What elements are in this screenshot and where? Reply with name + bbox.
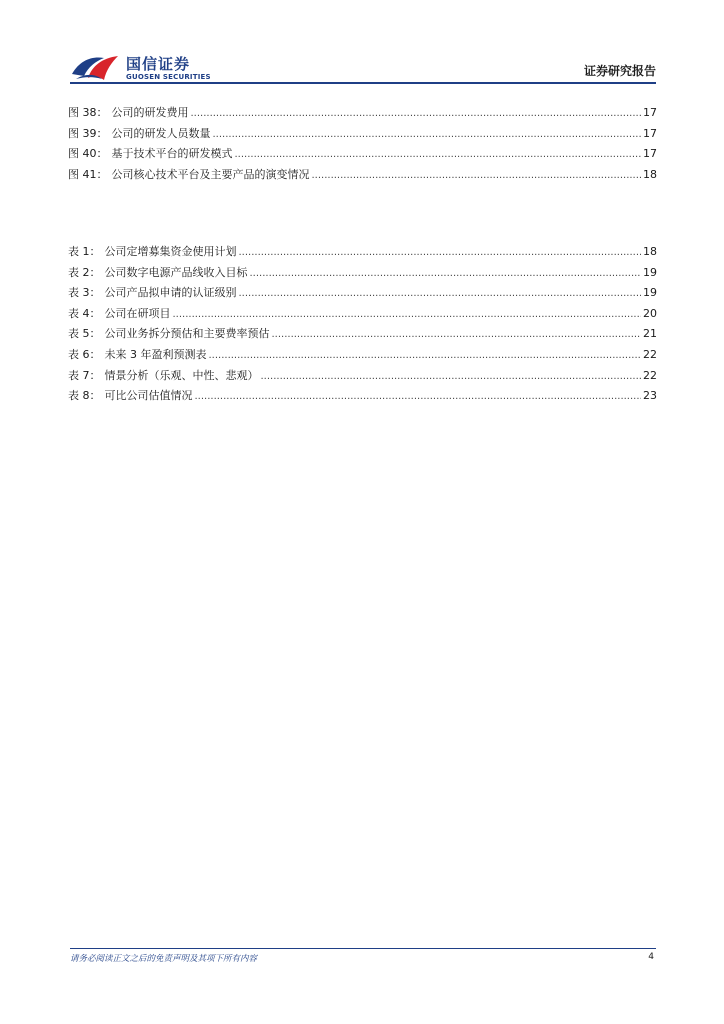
dot-leader <box>173 305 642 326</box>
toc-entry-label: 图 39： 公司的研发人员数量 <box>68 126 211 140</box>
toc-entry-label: 表 1： 公司定增募集资金使用计划 <box>68 245 237 258</box>
toc-entry-table-8[interactable] <box>68 386 657 407</box>
dot-leader <box>191 104 642 125</box>
toc-entry-label: 表 4： 公司在研项目 <box>68 306 171 320</box>
toc-page-number: 17 <box>643 147 657 161</box>
dot-leader <box>209 346 642 367</box>
dot-leader <box>239 243 642 264</box>
toc-entry-label: 图 41： 公司核心技术平台及主要产品的演变情况 <box>68 167 310 181</box>
toc-entry-table-2[interactable] <box>68 263 657 284</box>
toc-entry-table-7[interactable] <box>68 366 657 387</box>
toc-entry-label: 表 5： 公司业务拆分预估和主要费率预估 <box>68 327 270 341</box>
figure-index <box>68 103 657 185</box>
dot-leader <box>239 284 642 305</box>
page-number: 4 <box>648 952 654 962</box>
header-divider <box>70 82 656 84</box>
toc-entry-table-5[interactable] <box>68 324 657 345</box>
toc-page-number: 18 <box>643 245 657 258</box>
toc-entry-table-3[interactable] <box>68 283 657 304</box>
toc-entry-label: 表 2： 公司数字电源产品线收入目标 <box>68 265 248 279</box>
toc-page-number: 17 <box>643 126 657 140</box>
dot-leader <box>261 367 642 388</box>
toc-page-number: 22 <box>643 347 657 361</box>
footer-divider <box>70 948 656 949</box>
dot-leader <box>250 264 642 285</box>
toc-entry-figure-39[interactable] <box>68 124 657 145</box>
toc-page-number: 19 <box>643 265 657 279</box>
dot-leader <box>312 166 642 187</box>
toc-entry-figure-41[interactable] <box>68 165 657 186</box>
toc-entry-label: 图 40： 基于技术平台的研发模式 <box>68 147 233 161</box>
brand-name-en: GUOSEN SECURITIES <box>126 73 211 81</box>
toc-page-number: 23 <box>643 389 657 403</box>
disclaimer-note: 请务必阅读正文之后的免责声明及其项下所有内容 <box>70 954 258 964</box>
toc-entry-table-1[interactable] <box>68 242 657 263</box>
dot-leader <box>272 325 642 346</box>
toc-entry-label: 表 8： 可比公司估值情况 <box>68 389 193 403</box>
dot-leader <box>195 387 642 408</box>
toc-entry-figure-40[interactable] <box>68 144 657 165</box>
toc-entry-table-6[interactable] <box>68 345 657 366</box>
toc-page-number: 19 <box>643 286 657 300</box>
dot-leader <box>213 125 642 146</box>
table-index <box>68 242 657 407</box>
toc-page-number: 18 <box>643 167 657 181</box>
toc-entry-label: 表 6： 未来 3 年盈利预测表 <box>68 347 207 361</box>
toc-entry-label: 表 7： 情景分析（乐观、中性、悲观） <box>68 368 259 382</box>
dot-leader <box>235 145 642 166</box>
guosen-logo-icon <box>70 52 122 82</box>
report-type: 证券研究报告 <box>583 64 656 78</box>
toc-entry-label: 图 38： 公司的研发费用 <box>68 106 189 119</box>
toc-entry-label: 表 3： 公司产品拟申请的认证级别 <box>68 286 237 300</box>
toc-entry-table-4[interactable] <box>68 304 657 325</box>
page-header <box>70 48 656 86</box>
toc-page-number: 22 <box>643 368 657 382</box>
toc-page-number: 21 <box>643 327 657 341</box>
toc-page-number: 17 <box>643 106 657 119</box>
toc-entry-figure-38[interactable] <box>68 103 657 124</box>
toc-page-number: 20 <box>643 306 657 320</box>
brand-name-cn: 国信证券 <box>126 55 191 73</box>
guosen-logo <box>70 50 210 84</box>
